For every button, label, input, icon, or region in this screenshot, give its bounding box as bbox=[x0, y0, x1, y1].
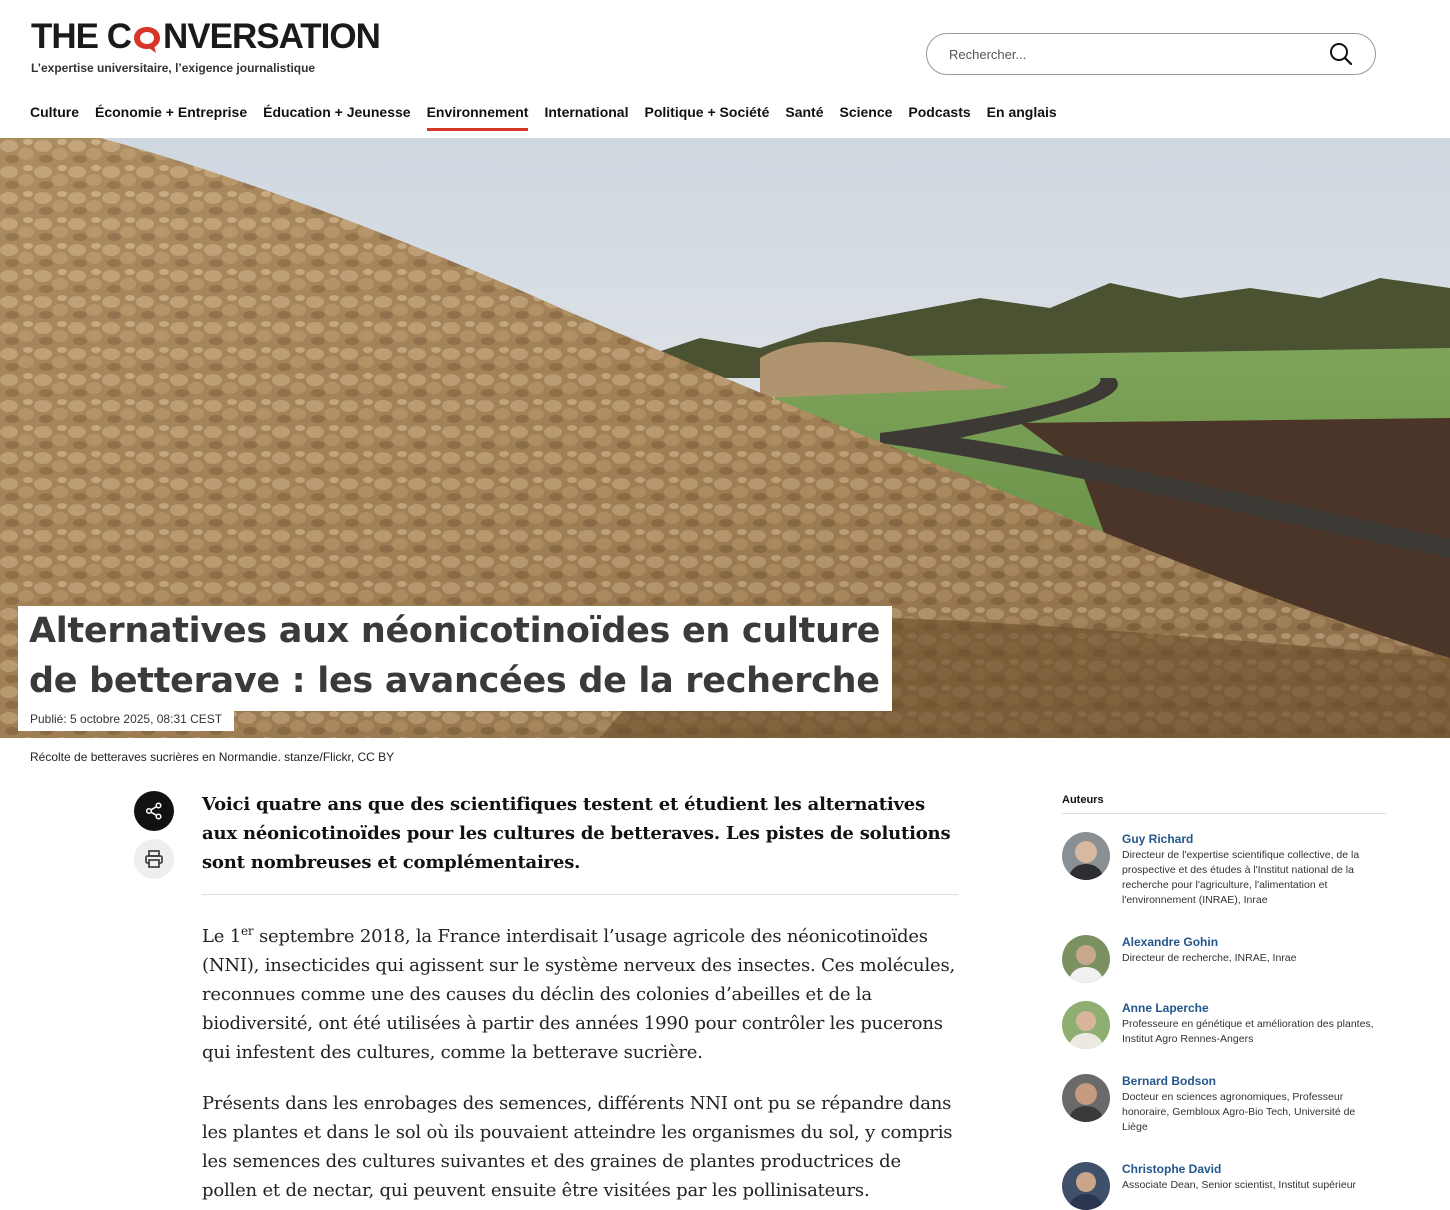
print-icon bbox=[144, 849, 164, 869]
nav-economie-entreprise[interactable]: Économie + Entreprise bbox=[95, 104, 248, 120]
author-name-link[interactable]: Guy Richard bbox=[1122, 832, 1194, 846]
logo-text-right: NVERSATION bbox=[163, 17, 380, 56]
avatar[interactable] bbox=[1062, 1074, 1110, 1122]
share-icon bbox=[145, 802, 163, 820]
author-role: Docteur en sciences agronomiques, Professeur honoraire, Gembloux Agro-Bio Tech, Université de Liège bbox=[1122, 1091, 1356, 1133]
nav-science[interactable]: Science bbox=[839, 104, 893, 120]
image-caption: Récolte de betteraves sucrières en Normandie. stanze/Flickr, CC BY bbox=[30, 750, 395, 764]
speech-bubble-icon bbox=[132, 23, 162, 51]
authors-heading: Auteurs bbox=[1062, 794, 1386, 814]
author-item bbox=[1062, 832, 1378, 908]
nav-en-anglais[interactable]: En anglais bbox=[986, 104, 1057, 120]
share-button[interactable] bbox=[134, 791, 174, 831]
logo-text-left: THE C bbox=[31, 17, 131, 56]
site-logo[interactable] bbox=[31, 17, 380, 75]
article-title bbox=[18, 606, 892, 711]
authors-sidebar bbox=[1062, 794, 1386, 1191]
author-role: Professeure en génétique et amélioration des plantes, Institut Agro Rennes-Angers bbox=[1122, 1018, 1374, 1045]
print-button[interactable] bbox=[134, 839, 174, 879]
search-input[interactable] bbox=[947, 46, 1329, 63]
author-item bbox=[1062, 935, 1378, 983]
publish-date: Publié: 5 octobre 2025, 08:31 CEST bbox=[18, 708, 234, 731]
site-header bbox=[0, 0, 1450, 138]
nav-podcasts[interactable]: Podcasts bbox=[908, 104, 971, 120]
main-nav bbox=[30, 104, 1073, 131]
author-role: Associate Dean, Senior scientist, Institut supérieur bbox=[1122, 1179, 1357, 1191]
article-body bbox=[202, 790, 958, 1205]
nav-international[interactable]: International bbox=[544, 104, 629, 120]
nav-environnement[interactable]: Environnement bbox=[427, 104, 529, 131]
search-icon[interactable] bbox=[1329, 42, 1353, 66]
author-item bbox=[1062, 1162, 1378, 1210]
article-title-line-2: de betterave : les avancées de la recherche bbox=[18, 656, 892, 711]
article-tools bbox=[134, 791, 174, 887]
avatar[interactable] bbox=[1062, 832, 1110, 880]
search-bar bbox=[926, 33, 1376, 75]
nav-sante[interactable]: Santé bbox=[785, 104, 824, 120]
author-name-link[interactable]: Alexandre Gohin bbox=[1122, 935, 1219, 949]
avatar[interactable] bbox=[1062, 935, 1110, 983]
author-name-link[interactable]: Anne Laperche bbox=[1122, 1001, 1209, 1015]
article-paragraph-2: Présents dans les enrobages des semences, différents NNI ont pu se répandre dans les plantes et dans le sol où ils pouvaient atteindre les organismes du sol, y compris les semences des cultures suivantes et des graines de plantes productrices de pollen et de nectar, qui peuvent ensuite être visitées par les pollinisateurs. bbox=[202, 1093, 953, 1201]
article-title-line-1: Alternatives aux néonicotinoïdes en culture bbox=[18, 606, 892, 656]
author-item bbox=[1062, 1074, 1378, 1135]
author-name-link[interactable]: Bernard Bodson bbox=[1122, 1074, 1217, 1088]
author-item bbox=[1062, 1001, 1378, 1049]
avatar[interactable] bbox=[1062, 1001, 1110, 1049]
article-lead: Voici quatre ans que des scientifiques testent et étudient les alternatives aux néonicotinoïdes pour les cultures de betteraves. Les pistes de solutions sont nombreuses et complémentaires. bbox=[202, 790, 958, 895]
avatar[interactable] bbox=[1062, 1162, 1110, 1210]
author-name-link[interactable]: Christophe David bbox=[1122, 1162, 1222, 1176]
author-role: Directeur de recherche, INRAE, Inrae bbox=[1122, 952, 1297, 964]
article-paragraph-1: Le 1er septembre 2018, la France interdisait l’usage agricole des néonicotinoïdes (NNI), insecticides qui agissent sur le système nerveux des insectes. Ces molécules, reconnues comme une des causes du déclin des colonies d’abeilles et de la biodiversité, ont été utilisées à partir des années 1990 pour contrôler les pucerons qui infestent des cultures, comme la betterave sucrière. bbox=[202, 924, 956, 1063]
nav-politique-societe[interactable]: Politique + Société bbox=[644, 104, 770, 120]
nav-culture[interactable]: Culture bbox=[30, 104, 79, 120]
author-role: Directeur de l'expertise scientifique collective, de la prospective et des études à l'Institut national de la recherche pour l'agriculture, l'alimentation et l'environnement (INRAE), Inrae bbox=[1122, 849, 1360, 906]
nav-education-jeunesse[interactable]: Éducation + Jeunesse bbox=[263, 104, 411, 120]
site-tagline: L’expertise universitaire, l’exigence journalistique bbox=[31, 61, 316, 75]
